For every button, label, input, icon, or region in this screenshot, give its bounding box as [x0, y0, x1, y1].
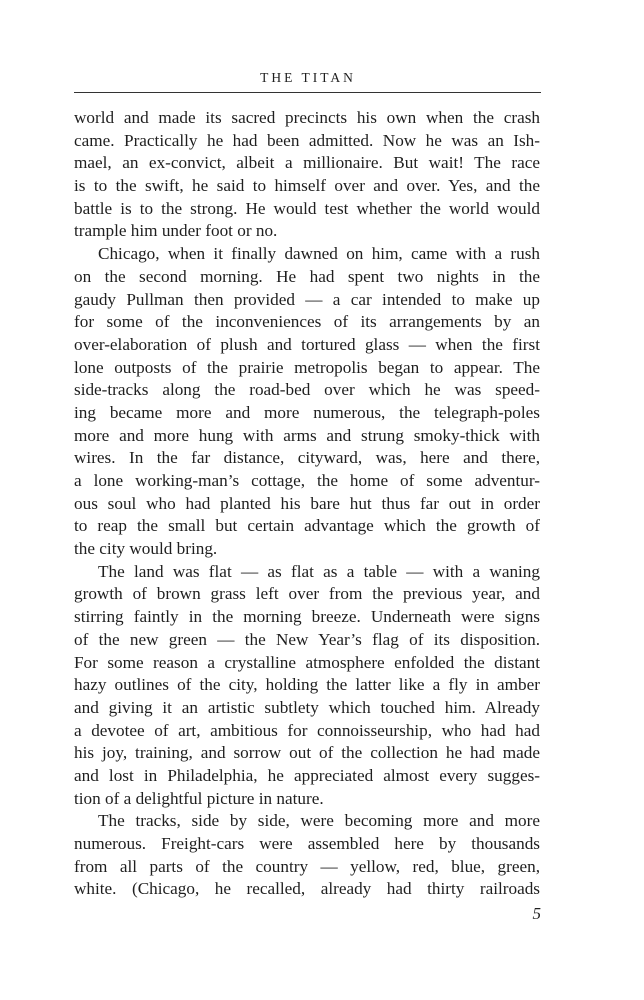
text-line: wires. In the far distance, cityward, was, here and there,: [74, 448, 540, 468]
text-line: Chicago, when it finally dawned on him, came with a rush: [98, 244, 540, 264]
text-line: over-elaboration of plush and tortured glass — when the first: [74, 334, 540, 354]
text-line: growth of brown grass left over from the previous year, and: [74, 584, 540, 604]
text-line: on the second morning. He had spent two nights in the: [74, 266, 540, 286]
text-line: hazy outlines of the city, holding the latter like a fly in amber: [74, 675, 540, 695]
text-line: more and more hung with arms and strung smoky-thick with: [74, 425, 540, 445]
text-line: tion of a delightful picture in nature.: [74, 788, 324, 808]
text-line: gaudy Pullman then provided — a car intended to make up: [74, 289, 540, 309]
text-line: ing became more and more numerous, the telegraph-poles: [74, 402, 540, 422]
text-line: For some reason a crystalline atmosphere enfolded the distant: [74, 652, 540, 672]
running-head: THE TITAN: [260, 70, 356, 85]
text-line: his joy, training, and sorrow out of the collection he had made: [74, 743, 540, 763]
text-line: a devotee of art, ambitious for connoisseurship, who had had: [74, 720, 540, 740]
text-line: The tracks, side by side, were becoming more and more: [98, 811, 540, 831]
text-line: mael, an ex-convict, albeit a millionaire. But wait! The race: [74, 153, 540, 173]
header-rule: [74, 92, 541, 93]
text-line: of the new green — the New Year’s flag of its disposition.: [74, 629, 540, 649]
text-line: to reap the small but certain advantage which the growth of: [74, 516, 540, 536]
text-line: and giving it an artistic subtlety which touched him. Already: [74, 697, 540, 717]
text-line: side-tracks along the road-bed over which he was speed-: [74, 380, 540, 400]
text-line: numerous. Freight-cars were assembled here by thousands: [74, 834, 540, 853]
text-line: lone outposts of the prairie metropolis began to appear. The: [74, 357, 540, 377]
text-line: came. Practically he had been admitted. Now he was an Ish-: [74, 130, 540, 150]
page-number: 5: [532, 904, 541, 923]
text-line: a lone working-man’s cottage, the home of some adventur-: [74, 471, 540, 490]
text-line: ous soul who had planted his bare hut thus far out in order: [74, 493, 540, 513]
text-line: the city would bring.: [74, 539, 218, 559]
text-line: is to the swift, he said to himself over and over. Yes, and the: [74, 176, 540, 196]
text-line: trample him under foot or no.: [74, 221, 278, 241]
text-line: stirring faintly in the morning breeze. Underneath were signs: [74, 607, 540, 627]
body-text: [74, 107, 540, 901]
text-line: battle is to the strong. He would test whether the world would: [74, 198, 540, 218]
text-line: and lost in Philadelphia, he appreciated almost every sugges-: [74, 765, 540, 785]
text-line: white. (Chicago, he recalled, already had thirty railroads: [74, 879, 540, 899]
text-line: The land was flat — as flat as a table — with a waning: [98, 561, 540, 581]
text-line: for some of the inconveniences of its arrangements by an: [74, 312, 540, 332]
text-line: world and made its sacred precincts his own when the crash: [74, 108, 540, 127]
text-line: from all parts of the country — yellow, red, blue, green,: [74, 856, 540, 876]
